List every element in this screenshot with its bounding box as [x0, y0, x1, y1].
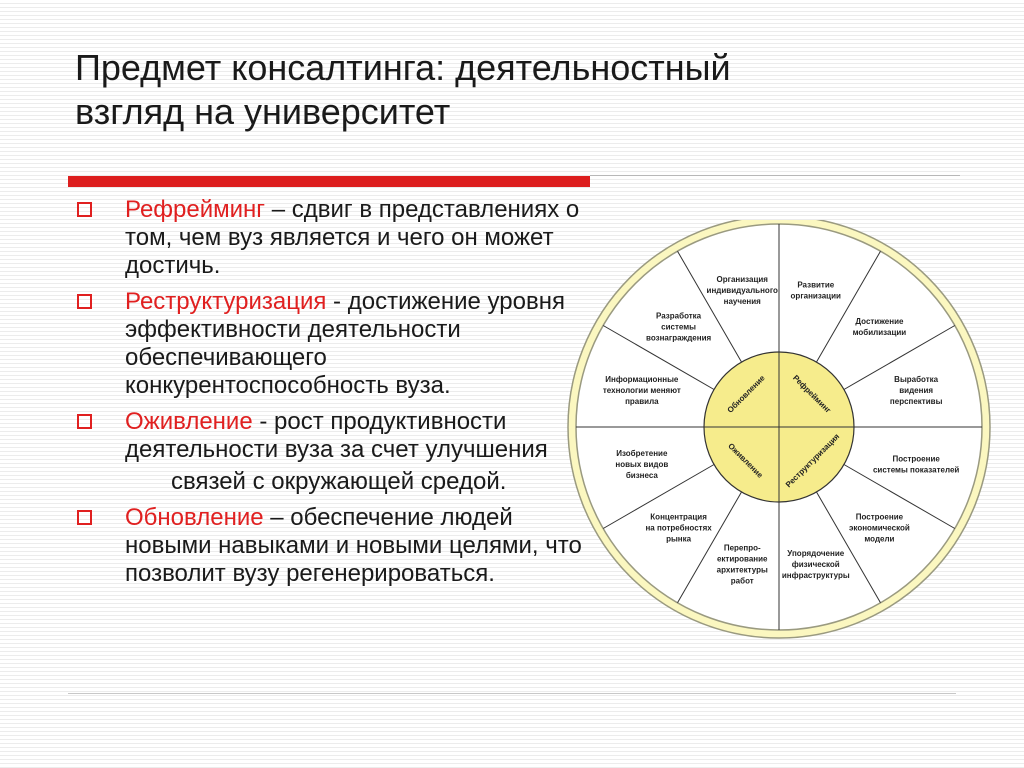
wheel-segment-label-line: Концентрация — [650, 512, 707, 522]
wheel-segment-label-line: видения — [899, 386, 934, 396]
bullet-term: Реструктуризация — [125, 288, 327, 315]
wheel-segment-label-line: технологии меняют — [602, 386, 681, 396]
bullet-term: Оживление — [125, 408, 253, 435]
wheel-segment-label-line: модели — [864, 534, 895, 544]
wheel-segment-label-line: Выработка — [894, 375, 939, 385]
wheel-segment-label-line: ектирование — [716, 554, 768, 564]
wheel-segment-label-line: Разработка — [656, 311, 702, 321]
bullet-continuation: связей с окружающей средой. — [171, 468, 507, 495]
wheel-segment-label-line: системы показателей — [872, 465, 960, 475]
hub-label-top-left: Обновление — [725, 373, 767, 415]
bullet-item — [75, 288, 595, 400]
square-bullet-icon — [77, 294, 92, 309]
wheel-segment-label-line: Информационные — [605, 375, 679, 385]
bullet-term: Обновление — [125, 504, 264, 531]
wheel-segment-label-line: рынка — [666, 534, 692, 544]
bullet-item — [75, 196, 595, 280]
wheel-segment-label-line: работ — [730, 576, 754, 586]
square-bullet-icon — [77, 202, 92, 217]
bullet-text: – сдвиг в представлениях о том, чем вуз является и чего он может достичь. — [125, 196, 580, 279]
title-underline-gray — [590, 175, 960, 176]
square-bullet-icon — [77, 414, 92, 429]
wheel-segment-label-line: Перепро- — [723, 543, 761, 553]
slide-title — [75, 46, 955, 134]
wheel-segment-label — [782, 549, 850, 580]
wheel-segment-label-line: Построение — [892, 454, 940, 464]
bullet-list — [75, 196, 595, 596]
wheel-segment-label-line: Достижение — [855, 317, 904, 327]
hub-label-bottom-left: Оживление — [726, 441, 765, 480]
bullet-text: - достижение уровня эффективности деятельности обеспечивающего конкурентоспособность вуза. — [125, 288, 565, 399]
wheel-segment-label-line: правила — [625, 397, 659, 407]
wheel-segment-label-line: Упорядочение — [787, 549, 845, 559]
wheel-segment-label-line: Построение — [855, 512, 904, 522]
activity-wheel-diagram — [560, 220, 1000, 640]
wheel-segment-label-line: экономической — [849, 523, 910, 533]
hub-label-top-right: Рефрейминг — [791, 373, 833, 415]
wheel-segment-label-line: перспективы — [889, 397, 943, 407]
bullet-text: – обеспечение людей новыми навыками и новыми целями, что позволит вузу регенерироваться. — [125, 504, 582, 587]
wheel-segment-label-line: Развитие — [797, 280, 835, 290]
bullet-item — [75, 504, 595, 588]
bottom-divider — [68, 693, 956, 694]
slide-title-line-1: Предмет консалтинга: деятельностный — [75, 47, 731, 88]
bullet-item — [75, 408, 595, 496]
wheel-segment-label-line: бизнеса — [625, 470, 658, 480]
bullet-term: Рефрейминг — [125, 196, 266, 223]
wheel-segment-label-line: системы — [661, 322, 697, 332]
wheel-segment-label-line: Организация — [716, 274, 768, 284]
hub-label-bottom-right: Реструктуризация — [783, 431, 842, 490]
slide-title-line-2: взгляд на университет — [75, 91, 451, 132]
wheel-segment-label-line: организации — [790, 291, 841, 301]
wheel-segment-label-line: новых видов — [615, 459, 669, 469]
wheel-segment-label-line: научения — [723, 296, 761, 306]
wheel-segment-label-line: архитектуры — [716, 565, 768, 575]
wheel-segment-label-line: физической — [791, 560, 840, 570]
wheel-segment-label-line: вознаграждения — [646, 333, 712, 343]
wheel-segment-label-line: инфраструктуры — [781, 571, 850, 581]
bullet-text: - рост продуктивности деятельности вуза за счет улучшения — [125, 408, 548, 463]
title-underline-red — [68, 176, 590, 187]
wheel-segment-label-line: мобилизации — [852, 328, 907, 338]
wheel-segment-label-line: Изобретение — [616, 448, 668, 458]
square-bullet-icon — [77, 510, 92, 525]
wheel-segment-label-line: на потребностях — [645, 523, 712, 533]
wheel-segment-label-line: индивидуального — [706, 285, 778, 295]
